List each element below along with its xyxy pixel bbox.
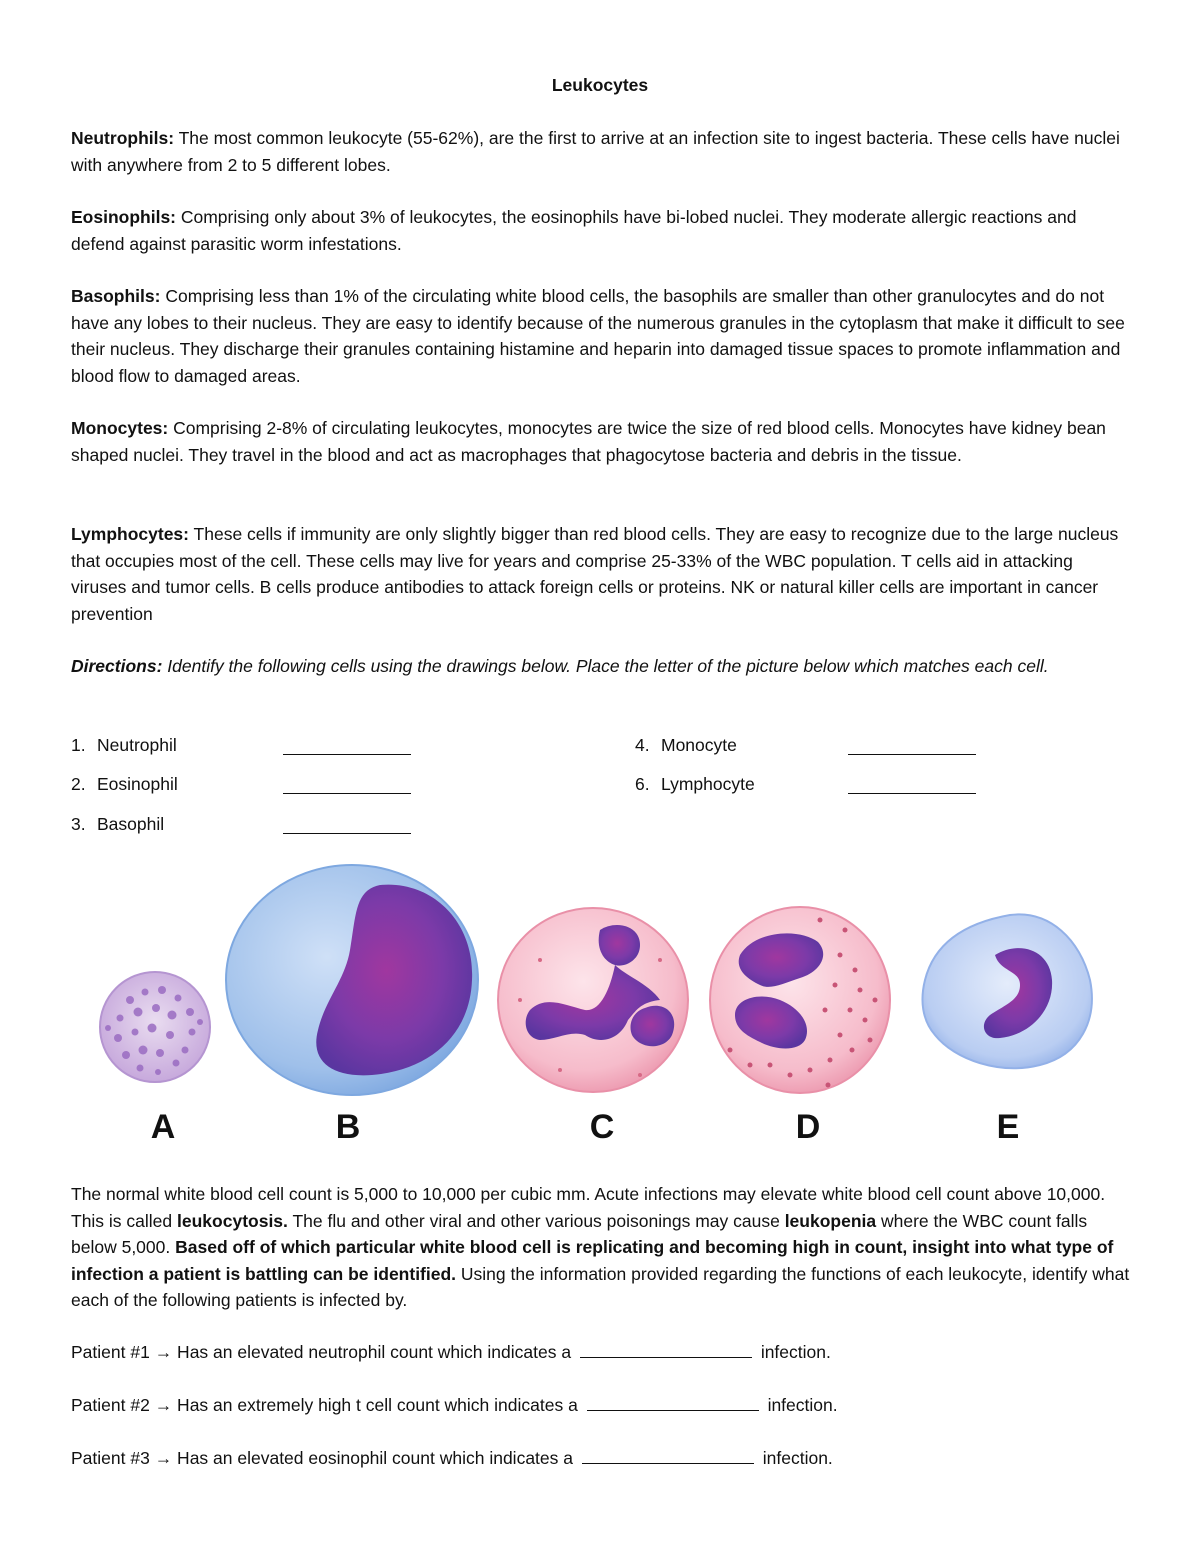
answer-blank-eosinophil[interactable] xyxy=(283,792,411,794)
wbc-count-paragraph xyxy=(71,1181,1131,1314)
neutrophils-paragraph xyxy=(71,125,1131,178)
cell-e-drawing xyxy=(922,914,1091,1068)
arrow-icon: → xyxy=(154,1342,173,1362)
wbc-bold-statement: Based off of which particular white blood cell is replicating and becoming high in count, insight into what type of infection a patient is battling can be identified. xyxy=(71,1237,1114,1284)
basophils-label: Basophils: xyxy=(71,286,161,306)
question-neutrophil xyxy=(71,733,177,757)
question-number: 6. xyxy=(635,774,650,794)
leukocytosis-term: leukocytosis. xyxy=(177,1210,288,1231)
answer-blank-basophil[interactable] xyxy=(283,832,411,834)
question-label: Basophil xyxy=(97,814,165,834)
leukopenia-term: leukopenia xyxy=(784,1210,877,1231)
question-basophil xyxy=(71,812,164,836)
question-number: 3. xyxy=(71,814,86,834)
cell-letter-b: B xyxy=(335,1108,361,1146)
cell-letter-e: E xyxy=(996,1108,1020,1146)
patient-suffix: infection. xyxy=(762,1448,833,1468)
question-number: 4. xyxy=(635,735,650,755)
directions-label: Directions: xyxy=(71,656,163,676)
patient-1-answer-blank[interactable] xyxy=(580,1339,752,1358)
lymphocytes-paragraph xyxy=(71,521,1131,627)
monocytes-label: Monocytes: xyxy=(71,418,169,438)
arrow-icon: → xyxy=(154,1448,173,1468)
lymphocytes-label: Lymphocytes: xyxy=(71,524,189,544)
patient-suffix: infection. xyxy=(760,1342,831,1362)
basophils-text: Comprising less than 1% of the circulating white blood cells, the basophils are smaller than other granulocytes and do not have any lobes to their nucleus. They are easy to identify because of the numerous granules in the cytoplasm that make it difficult to see their nucleus. They discharge their granules containing histamine and heparin into damaged tissue spaces to promote inflammation and blood flow to damaged areas. xyxy=(71,286,1125,386)
lymphocytes-text: These cells if immunity are only slightly bigger than red blood cells. They are easy to recognize due to the large nucleus that occupies most of the cell. These cells may live for years and comprise 25-33% of the WBC population. T cells aid in attacking viruses and tumor cells. B cells produce antibodies to attack foreign cells or proteins. NK or natural killer cells are important in cancer prevention xyxy=(71,524,1119,624)
patient-2-answer-blank[interactable] xyxy=(587,1392,759,1411)
question-number: 1. xyxy=(71,735,86,755)
cell-d-drawing xyxy=(710,907,890,1093)
wbc-text-2: The flu and other viral and other various poisonings may cause xyxy=(287,1210,785,1231)
wbc-text-4: Using the information provided regarding the functions of each leukocyte, identify what each of the following patients is infected by. xyxy=(71,1263,1130,1310)
eosinophils-paragraph xyxy=(71,204,1131,257)
answer-blank-lymphocyte[interactable] xyxy=(848,792,976,794)
patient-text: Has an extremely high t cell count which indicates a xyxy=(172,1395,578,1415)
patient-text: Has an elevated neutrophil count which indicates a xyxy=(172,1342,572,1362)
patient-label: Patient #3 xyxy=(71,1448,150,1468)
neutrophils-text: The most common leukocyte (55-62%), are the first to arrive at an infection site to ingest bacteria. These cells have nuclei with anywhere from 2 to 5 different lobes. xyxy=(71,128,1120,175)
neutrophils-label: Neutrophils: xyxy=(71,128,175,148)
question-label: Eosinophil xyxy=(97,774,178,794)
question-lymphocyte xyxy=(635,772,755,796)
cell-a-drawing xyxy=(100,972,210,1082)
patient-label: Patient #1 xyxy=(71,1342,150,1362)
eosinophils-text: Comprising only about 3% of leukocytes, the eosinophils have bi-lobed nuclei. They moderate allergic reactions and defend against parasitic worm infestations. xyxy=(71,207,1077,254)
arrow-icon: → xyxy=(154,1395,173,1415)
question-label: Neutrophil xyxy=(97,735,177,755)
question-number: 2. xyxy=(71,774,86,794)
question-monocyte xyxy=(635,733,737,757)
question-label: Lymphocyte xyxy=(661,774,755,794)
page-title: Leukocytes xyxy=(551,75,649,95)
answer-blank-monocyte[interactable] xyxy=(848,753,976,755)
cell-letter-d: D xyxy=(795,1108,821,1146)
basophils-paragraph xyxy=(71,283,1131,389)
patient-suffix: infection. xyxy=(767,1395,838,1415)
directions-paragraph xyxy=(71,653,1131,680)
wbc-text-3: where the WBC count falls below 5,000. xyxy=(71,1210,1088,1257)
directions-text: Identify the following cells using the drawings below. Place the letter of the picture below which matches each cell. xyxy=(162,656,1049,676)
cell-b-drawing xyxy=(226,865,478,1095)
monocytes-paragraph xyxy=(71,415,1131,468)
patient-2-question xyxy=(71,1392,838,1418)
cell-c-drawing xyxy=(498,908,688,1092)
cell-drawings xyxy=(0,860,1200,1100)
question-label: Monocyte xyxy=(661,735,737,755)
patient-3-answer-blank[interactable] xyxy=(582,1445,754,1464)
monocytes-text: Comprising 2-8% of circulating leukocytes, monocytes are twice the size of red blood cells. Monocytes have kidney bean shaped nuclei. They travel in the blood and act as macrophages that phagocytose bacteria and debris in the tissue. xyxy=(71,418,1106,465)
cell-letter-a: A xyxy=(150,1108,176,1146)
patient-1-question xyxy=(71,1339,831,1365)
answer-blank-neutrophil[interactable] xyxy=(283,753,411,755)
cell-letter-c: C xyxy=(589,1108,615,1146)
eosinophils-label: Eosinophils: xyxy=(71,207,176,227)
patient-label: Patient #2 xyxy=(71,1395,150,1415)
patient-text: Has an elevated eosinophil count which indicates a xyxy=(172,1448,573,1468)
question-eosinophil xyxy=(71,772,178,796)
wbc-text-1: The normal white blood cell count is 5,000 to 10,000 per cubic mm. Acute infections may elevate white blood cell count above 10,000. This is called xyxy=(71,1184,1106,1231)
patient-3-question xyxy=(71,1445,833,1471)
